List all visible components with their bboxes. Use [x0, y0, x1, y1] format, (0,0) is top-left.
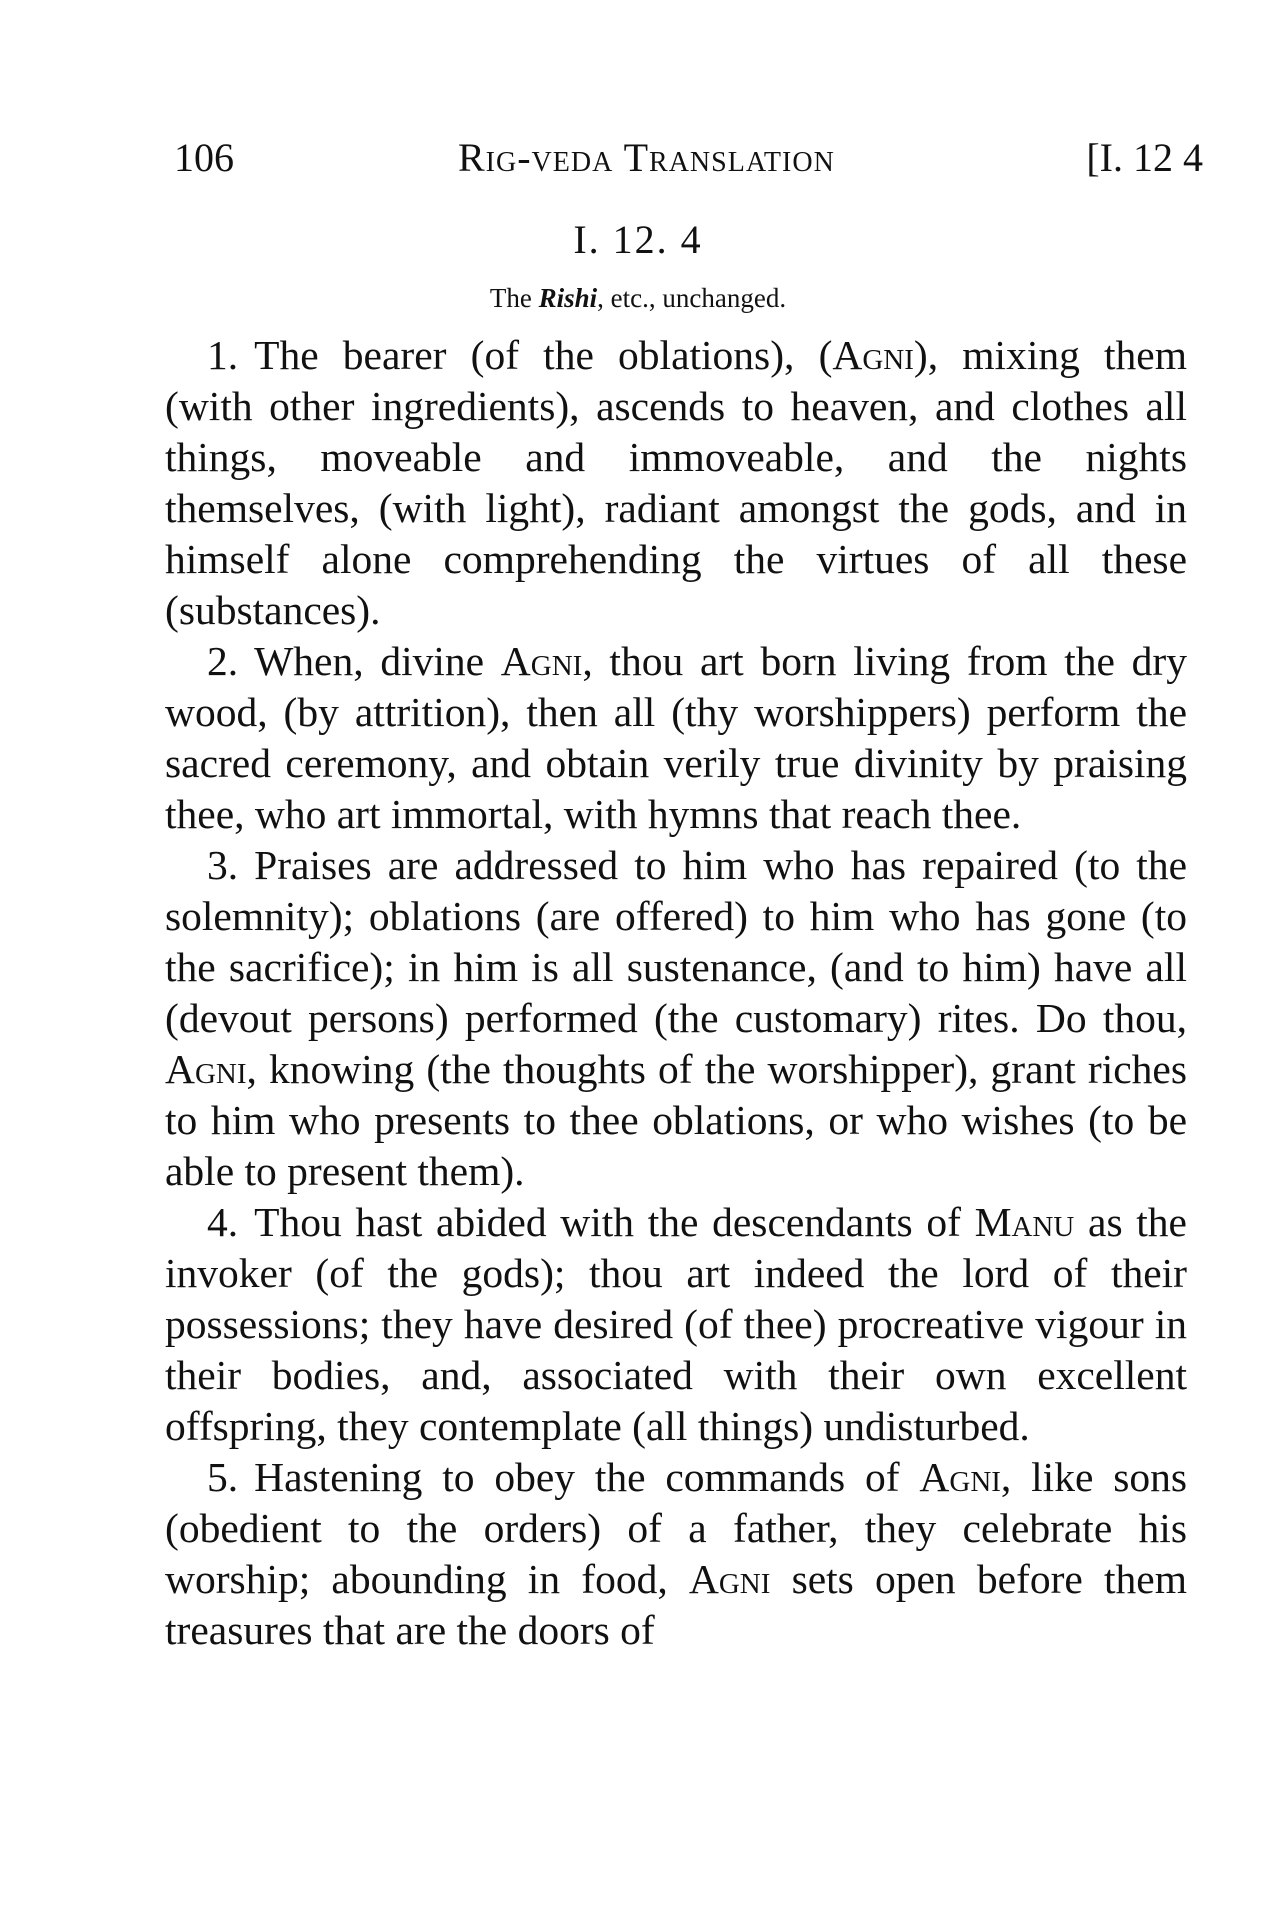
- verse-2: [165, 636, 1187, 840]
- verse-text: When, divine: [254, 638, 501, 684]
- deity-name: Agni: [165, 1046, 247, 1092]
- hymn-note-suffix: , etc., unchanged.: [597, 283, 787, 313]
- page-number: 106: [174, 135, 234, 180]
- hymn-note-prefix: The: [489, 283, 539, 313]
- verse-text: ), mixing them (with other ingredients), ascends to heaven, and clothes all things, moveable and immoveable, and the nights themselves, (with light), radiant amongst the gods, and in himself alone comprehending the virtues of all these (substances).: [165, 332, 1188, 633]
- verses: [165, 330, 1187, 1656]
- hymn-note: [0, 278, 1276, 318]
- verse-number: 5.: [207, 1454, 239, 1500]
- verse-3: [165, 840, 1187, 1197]
- verse-text: , knowing (the thoughts of the worshipper), grant riches to him who presents to thee oblations, or who wishes (to be able to present them).: [165, 1046, 1187, 1194]
- verse-text: The bearer (of the oblations), (: [254, 332, 833, 378]
- verse-number: 2.: [207, 638, 239, 684]
- verse-4: [165, 1197, 1187, 1452]
- deity-name: Agni: [919, 1454, 1001, 1500]
- verse-text: Praises are addressed to him who has repaired (to the solemnity); oblations (are offered) to him who has gone (to the sacrifice); in him is all sustenance, (and to him) have all (devout persons) performed (the customary) rites. Do thou,: [165, 842, 1187, 1041]
- verse-number: 3.: [207, 842, 239, 888]
- running-head: [168, 128, 1203, 188]
- hymn-heading: I. 12. 4: [573, 217, 703, 262]
- deity-name: Agni: [688, 1556, 771, 1602]
- section-reference: [I. 12 4: [1086, 135, 1203, 180]
- book-title: Rig-veda Translation: [458, 135, 835, 180]
- verse-text: , like sons (obedient to the orders) of a father, they celebrate his worship; abounding in food,: [165, 1454, 1187, 1602]
- deity-name: Agni: [500, 638, 583, 684]
- verse-text: Thou hast abided with the descendants of: [254, 1199, 975, 1245]
- verse-text: sets open before them treasures that are the doors of: [165, 1556, 1187, 1653]
- person-name: Manu: [974, 1199, 1075, 1245]
- verse-5: [165, 1452, 1187, 1656]
- hymn-note-rishi: Rishi: [538, 283, 598, 313]
- verse-number: 4.: [207, 1199, 239, 1245]
- deity-name: Agni: [832, 332, 914, 378]
- verse-1: [165, 330, 1187, 636]
- verse-number: 1.: [207, 332, 239, 378]
- verse-text: as the invoker (of the gods); thou art indeed the lord of their possessions; they have desired (of thee) procreative vigour in their bodies, and, associated with their own excellent offspring, they contemplate (all things) undisturbed.: [165, 1199, 1187, 1449]
- verse-text: Hastening to obey the commands of: [254, 1454, 920, 1500]
- verse-text: , thou art born living from the dry wood, (by attrition), then all (thy worshippers) perform the sacred ceremony, and obtain verily true divinity by praising thee, who art immortal, with hymns that reach thee.: [165, 638, 1187, 837]
